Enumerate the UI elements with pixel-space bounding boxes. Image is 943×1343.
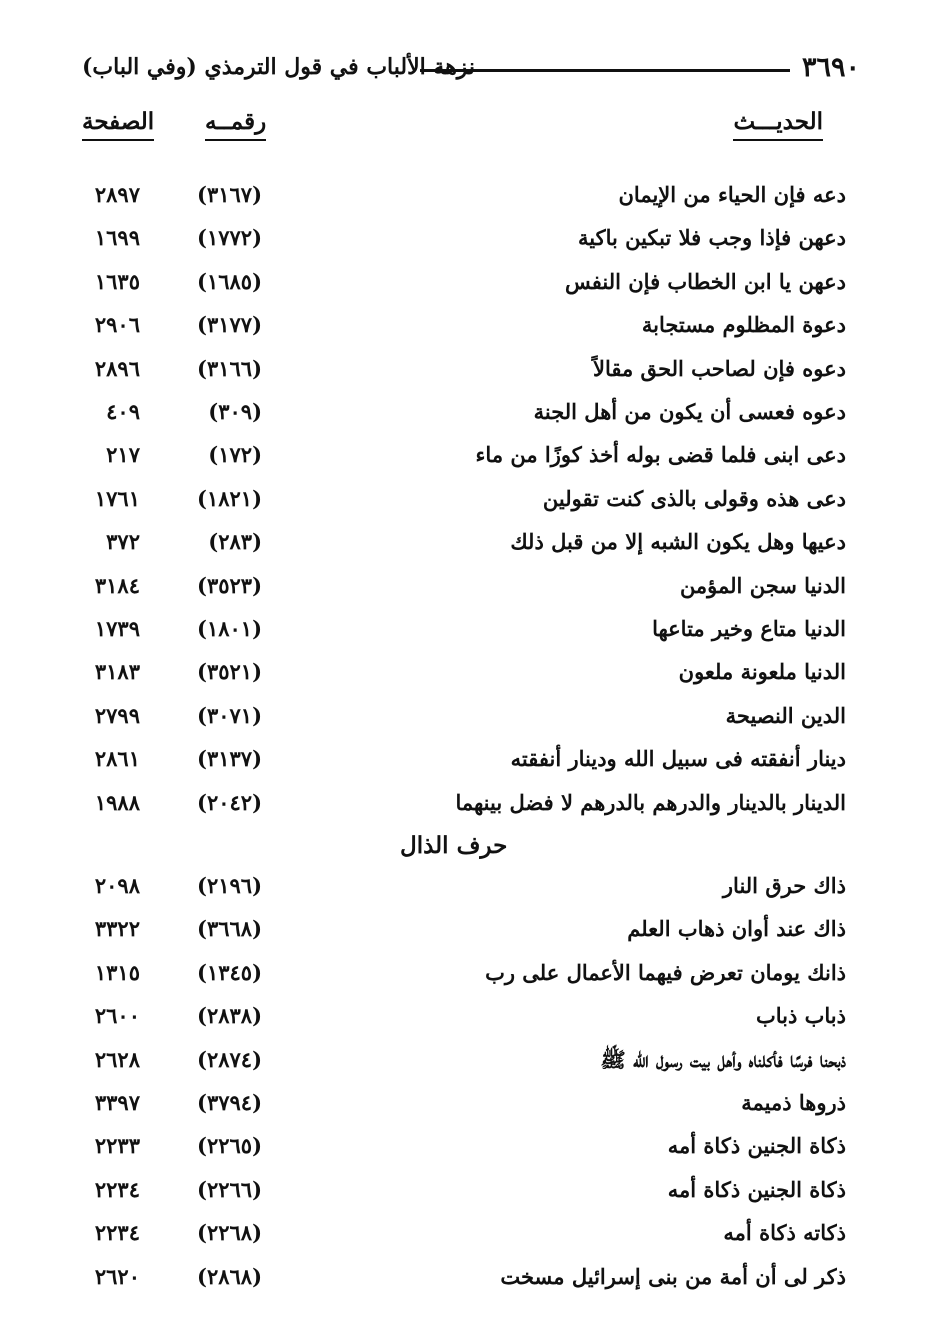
hadith-number: (٣١٦٦) <box>197 355 262 381</box>
page-reference: ١٧٣٩ <box>94 616 140 641</box>
hadith-text: ذكاته ذكاة أمه <box>723 1220 846 1246</box>
book-title: نزهة الألباب في قول الترمذي (وفي الباب) <box>82 54 476 80</box>
hadith-number: (١٨٠١) <box>197 616 262 641</box>
hadith-number: (٢٢٦٦) <box>197 1176 262 1202</box>
index-entry-row <box>0 349 943 389</box>
index-entry-row <box>0 435 943 475</box>
index-entry-row <box>0 1257 943 1297</box>
hadith-text: دعهن يا ابن الخطاب فإن النفس <box>564 268 846 294</box>
page-reference: ٢٩٠٦ <box>94 312 140 338</box>
index-entry-row <box>0 609 943 649</box>
hadith-number: (٣١٧٧) <box>197 312 262 338</box>
column-header-underline <box>82 139 154 141</box>
hadith-text: دعوه فعسى أن يكون من أهل الجنة <box>533 399 846 424</box>
hadith-number: (١٣٤٥) <box>197 959 262 985</box>
hadith-text: ذكاة الجنين ذكاة أمه <box>667 1133 846 1159</box>
index-entry-row <box>0 305 943 345</box>
page-reference: ٢٢٣٣ <box>94 1133 140 1159</box>
index-entry-row <box>0 1040 943 1080</box>
hadith-number: (٣٠٧١) <box>197 702 262 728</box>
column-header-underline <box>205 139 266 141</box>
column-header-number-label: رقمــه <box>205 108 267 135</box>
hadith-text: الدينار بالدينار والدرهم بالدرهم لا فضل بينهما <box>455 789 846 815</box>
page-reference: ٢٦٢٨ <box>94 1046 140 1072</box>
page-reference: ٢٠٩٨ <box>94 873 140 898</box>
index-entry-row <box>0 262 943 302</box>
hadith-text: ذباب ذباب <box>755 1003 846 1029</box>
hadith-number: (٢٨٧٤) <box>197 1046 262 1072</box>
hadith-text: دعهن فإذا وجب فلا تبكين باكية <box>578 225 846 251</box>
hadith-number: (١٧٢) <box>208 442 262 468</box>
hadith-number: (٣١٣٧) <box>197 746 262 772</box>
index-entry-row <box>0 652 943 692</box>
hadith-number: (١٨٢١) <box>197 485 262 511</box>
column-header-number <box>205 108 266 141</box>
hadith-number: (٢٠٤٢) <box>197 789 262 815</box>
page-reference: ٤٠٩ <box>106 399 140 424</box>
page-reference: ١٩٨٨ <box>94 789 140 815</box>
page-number: ٣٦٩٠ <box>801 52 860 83</box>
index-entry-row <box>0 218 943 258</box>
hadith-text: ذانك يومان تعرض فيهما الأعمال على رب <box>485 959 846 985</box>
hadith-text: ذكر لى أن أمة من بنى إسرائيل مسخت <box>500 1263 846 1289</box>
index-entry-row <box>0 739 943 779</box>
hadith-text: دعى هذه وقولى بالذى كنت تقولين <box>542 485 846 511</box>
hadith-text: دعيها وهل يكون الشبه إلا من قبل ذلك <box>510 529 846 555</box>
index-entry-row <box>0 392 943 432</box>
page-reference: ٣١٨٣ <box>94 659 140 685</box>
index-entry-row <box>0 909 943 949</box>
page-reference: ٢٧٩٩ <box>94 702 140 728</box>
index-entry-row <box>0 175 943 215</box>
hadith-number: (٣٠٩) <box>208 399 262 424</box>
hadith-text: ذاك عند أوان ذهاب العلم <box>627 916 846 942</box>
hadith-number: (١٦٨٥) <box>197 268 262 294</box>
hadith-text: الدنيا ملعونة ملعون <box>678 659 846 685</box>
page-reference: ٢٢٣٤ <box>94 1220 140 1246</box>
index-entry-row <box>0 1126 943 1166</box>
page-reference: ٣٧٢ <box>106 529 140 555</box>
column-header-hadith <box>733 108 823 141</box>
hadith-number: (٣٧٩٤) <box>197 1090 262 1115</box>
hadith-text: ذكاة الجنين ذكاة أمه <box>667 1176 846 1202</box>
hadith-text: دعوه فإن لصاحب الحق مقالاً <box>593 355 846 381</box>
index-entry-row <box>0 783 943 823</box>
hadith-text: ذاك حرق النار <box>722 873 846 898</box>
page-reference: ١٦٩٩ <box>94 225 140 251</box>
index-entry-row <box>0 953 943 993</box>
hadith-number: (٢١٩٦) <box>197 873 262 898</box>
hadith-number: (١٧٧٢) <box>197 225 262 251</box>
hadith-number: (٣٥٢١) <box>197 659 262 685</box>
index-entry-row <box>0 696 943 736</box>
page-reference: ١٧٦١ <box>94 485 140 511</box>
hadith-number: (٣٥٢٣) <box>197 572 262 598</box>
index-entry-row <box>0 996 943 1036</box>
page-reference: ٢١٧ <box>106 442 140 468</box>
hadith-text: ذبحنا فرسًا فأكلناه وأهل بيت رسول الله ﷺ <box>600 1046 846 1072</box>
page-reference: ١٣١٥ <box>94 959 140 985</box>
page-reference: ٣١٨٤ <box>94 572 140 598</box>
column-header-page <box>82 108 154 141</box>
page-reference: ٢٦٢٠ <box>94 1263 140 1289</box>
hadith-number: (٢٨٣) <box>208 529 262 555</box>
page-reference: ٣٣٢٢ <box>94 916 140 942</box>
page-reference: ٢٨٩٦ <box>94 355 140 381</box>
index-entry-row <box>0 522 943 562</box>
hadith-text: دعه فإن الحياء من الإيمان <box>618 182 846 207</box>
hadith-text: دعى ابنى فلما قضى بوله أخذ كوزًا من ماء <box>475 442 846 468</box>
hadith-number: (٢٢٦٨) <box>197 1220 262 1246</box>
page-reference: ١٦٣٥ <box>94 268 140 294</box>
column-header-page-label: الصفحة <box>82 108 155 135</box>
section-heading: حرف الذال <box>400 832 508 859</box>
hadith-text: الدين النصيحة <box>725 702 846 728</box>
hadith-text: ذروها ذميمة <box>741 1090 846 1115</box>
hadith-number: (٣١٦٧) <box>197 182 262 207</box>
index-entry-row <box>0 1083 943 1123</box>
hadith-number: (٢٨٣٨) <box>197 1003 262 1029</box>
page-reference: ٢٨٩٧ <box>94 182 140 207</box>
hadith-text: دينار أنفقته فى سبيل الله ودينار أنفقته <box>510 746 846 772</box>
hadith-number: (٢٨٦٨) <box>197 1263 262 1289</box>
index-entry-row <box>0 1170 943 1210</box>
hadith-text: الدنيا متاع وخير متاعها <box>652 616 846 641</box>
hadith-number: (٣٦٦٨) <box>197 916 262 942</box>
running-header <box>60 52 860 92</box>
index-entry-row <box>0 566 943 606</box>
index-entry-row <box>0 1213 943 1253</box>
hadith-number: (٢٢٦٥) <box>197 1133 262 1159</box>
index-entry-row <box>0 479 943 519</box>
page-reference: ٢٢٣٤ <box>94 1176 140 1202</box>
header-rule <box>420 69 790 72</box>
column-header-underline <box>733 139 823 141</box>
column-header-hadith-label: الحديـــث <box>733 108 823 135</box>
page-reference: ٢٦٠٠ <box>94 1003 140 1029</box>
index-entry-row <box>0 866 943 906</box>
hadith-text: دعوة المظلوم مستجابة <box>641 312 846 338</box>
hadith-text: الدنيا سجن المؤمن <box>679 572 846 598</box>
page-reference: ٢٨٦١ <box>94 746 140 772</box>
page-reference: ٣٣٩٧ <box>94 1090 140 1115</box>
